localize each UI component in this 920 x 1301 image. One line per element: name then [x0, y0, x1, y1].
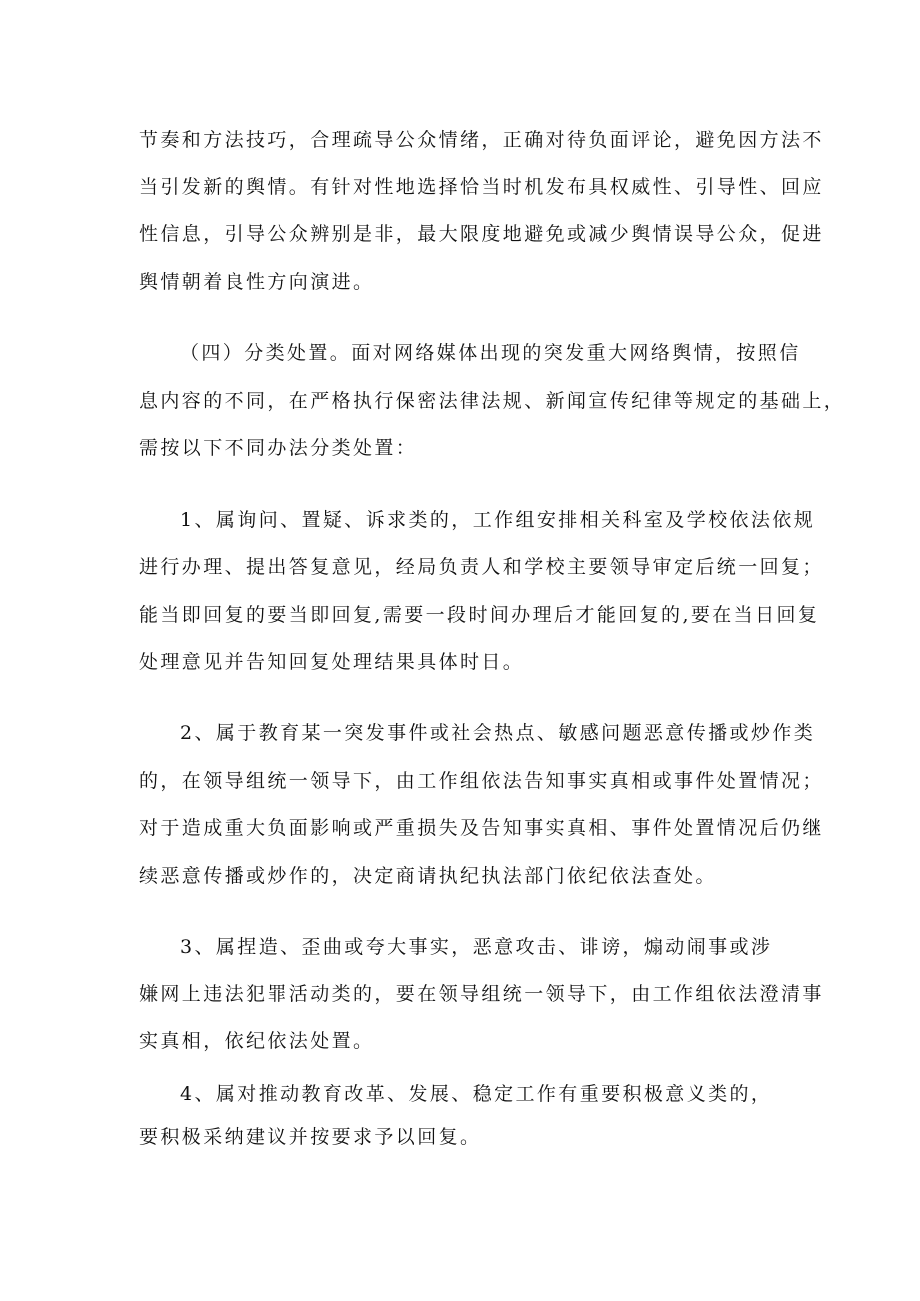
- text-line: 要积极采纳建议并按要求予以回复。: [139, 1126, 482, 1148]
- text-line: （四）分类处置。面对网络媒体出现的突发重大网络舆情，按照信: [180, 342, 801, 364]
- text-line: 4、属对推动教育改革、发展、稳定工作有重要积极意义类的，: [180, 1083, 773, 1105]
- text-line: 进行办理、提出答复意见，经局负责人和学校主要领导审定后统一回复；: [139, 556, 824, 578]
- text-line: 需按以下不同办法分类处置：: [139, 437, 418, 459]
- text-line: 对于造成重大负面影响或严重损失及告知事实真相、事件处置情况后仍继: [139, 817, 824, 839]
- text-line: 息内容的不同，在严格执行保密法律法规、新闻宣传纪律等规定的基础上，: [139, 390, 846, 412]
- text-line: 当引发新的舆情。有针对性地选择恰当时机发布具权威性、引导性、回应: [139, 176, 824, 198]
- text-line: 3、属捏造、歪曲或夸大事实，恶意攻击、诽谤，煽动闹事或涉: [180, 936, 773, 958]
- text-line: 节奏和方法技巧，合理疏导公众情绪，正确对待负面评论，避免因方法不: [139, 129, 824, 151]
- text-line: 处理意见并告知回复处理结果具体时日。: [139, 651, 525, 673]
- text-line: 能当即回复的要当即回复,需要一段时间办理后才能回复的,要在当日回复: [139, 604, 820, 626]
- text-line: 的，在领导组统一领导下，由工作组依法告知事实真相或事件处置情况；: [139, 770, 824, 792]
- text-line: 2、属于教育某一突发事件或社会热点、敏感问题恶意传播或炒作类: [180, 722, 816, 744]
- text-line: 1、属询问、置疑、诉求类的，工作组安排相关科室及学校依法依规: [180, 509, 816, 531]
- text-line: 嫌网上违法犯罪活动类的，要在领导组统一领导下，由工作组依法澄清事: [139, 983, 824, 1005]
- text-line: 性信息，引导公众辨别是非，最大限度地避免或减少舆情误导公众，促进: [139, 223, 824, 245]
- text-line: 续恶意传播或炒作的，决定商请执纪执法部门依纪依法查处。: [139, 865, 717, 887]
- text-line: 舆情朝着良性方向演进。: [139, 271, 375, 293]
- text-line: 实真相，依纪依法处置。: [139, 1030, 375, 1052]
